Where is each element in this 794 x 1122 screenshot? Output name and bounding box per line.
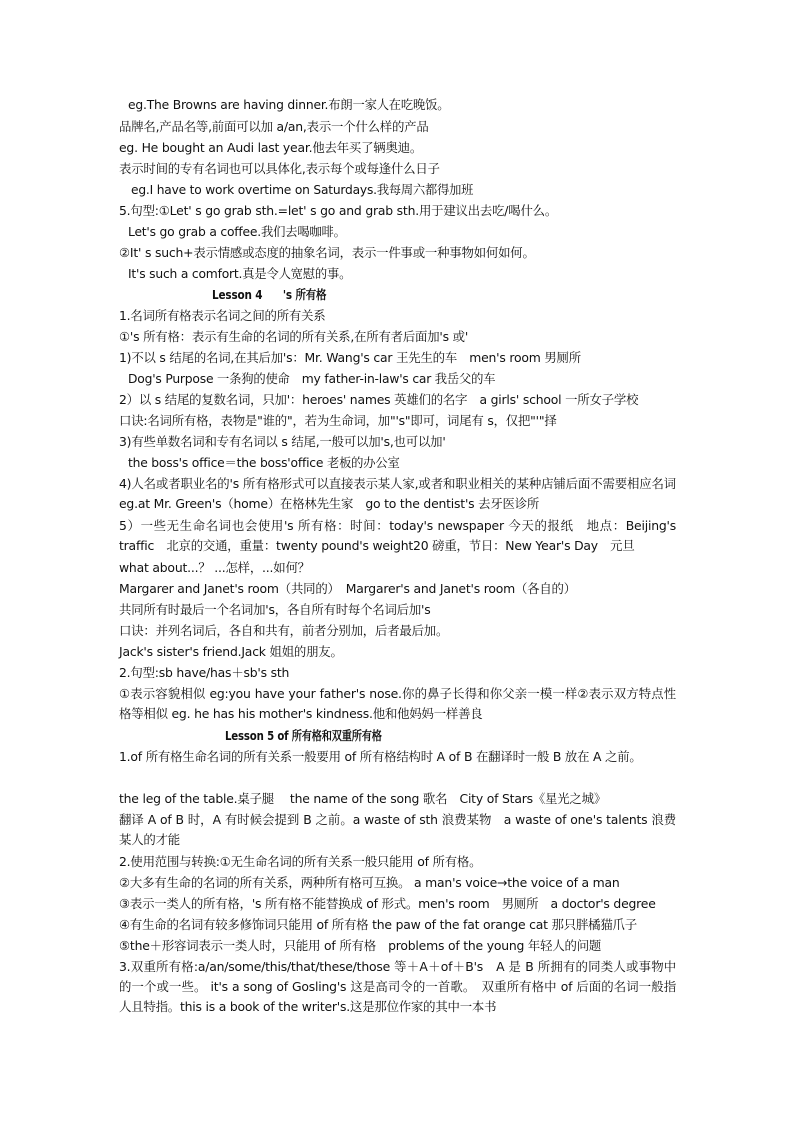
- text-paragraph: 5）一些无生命名词也会使用's 所有格：时间：today's newspaper 今天的报纸 地点：Beijing's traffic 北京的交通，重量：twenty pound's weight20 磅重，节日：New Year's Day 元旦: [119, 518, 676, 553]
- text-line: ②大多有生命的名词的所有关系，两种所有格可互换。 a man's voice→the voice of a man: [119, 875, 620, 890]
- text-line: 3)有些单数名词和专有名词以 s 结尾,一般可以加's,也可以加': [119, 434, 446, 449]
- text-paragraph: 1.of 所有格生命名词的所有关系一般要用 of 所有格结构时 A of B 在翻译时一般 B 放在 A 之前。: [119, 749, 642, 764]
- text-line: the leg of the table.桌子腿 the name of the song 歌名 City of Stars《星光之城》: [119, 791, 607, 806]
- text-line: 2.使用范围与转换:①无生命名词的所有关系一般只能用 of 所有格。: [119, 854, 482, 869]
- text-paragraph: 3.双重所有格:a/an/some/this/that/these/those 等＋A＋of＋B's A 是 B 所拥有的同类人或事物中的一个或一些。 it's a song of Gosling's 这是高司令的一首歌。 双重所有格中 of 后面的名词一般指人且特指。this is a book of the writer's.这是那位作家的其中一本书: [119, 959, 676, 1014]
- text-line: 口诀：并列名词后，各自和共有，前者分别加，后者最后加。: [119, 623, 449, 638]
- text-line: Margarer and Janet's room（共同的） Margarer's and Janet's room（各自的）: [119, 581, 576, 596]
- text-line: 表示时间的专有名词也可以具体化,表示每个或每逢什么日子: [119, 161, 440, 176]
- text-line: 1)不以 s 结尾的名词,在其后加's：Mr. Wang's car 王先生的车 men's room 男厕所: [119, 350, 581, 365]
- text-paragraph: ①表示容貌相似 eg:you have your father's nose.你的鼻子长得和你父亲一模一样②表示双方特点性格等相似 eg. he has his mother's kindness.他和他妈妈一样善良: [119, 686, 676, 721]
- text-line: ③表示一类人的所有格，'s 所有格不能替换成 of 形式。men's room 男厕所 a doctor's degree: [119, 896, 656, 911]
- text-line: It's such a comfort.真是令人宽慰的事。: [128, 266, 352, 281]
- text-line: ②It' s such+表示情感或态度的抽象名词，表示一件事或一种事物如何如何。: [119, 245, 535, 260]
- text-line: 2）以 s 结尾的复数名词，只加'：heroes' names 英雄们的名字 a girls' school 一所女子学校: [119, 392, 639, 407]
- text-line: ④有生命的名词有较多修饰词只能用 of 所有格 the paw of the fat orange cat 那只胖橘猫爪子: [119, 917, 637, 932]
- text-line: eg.I have to work overtime on Saturdays.我每周六都得加班: [131, 182, 474, 197]
- text-line: eg.The Browns are having dinner.布朗一家人在吃晚饭。: [128, 97, 450, 112]
- text-line: 5.句型:①Let' s go grab sth.=let' s go and grab sth.用于建议出去吃/喝什么。: [119, 203, 558, 218]
- text-line: what about...？ ...怎样，...如何？: [119, 560, 310, 575]
- text-paragraph: 4)人名或者职业名的's 所有格形式可以直接表示某人家,或者和职业相关的某种店铺后面不需要相应名词 eg.at Mr. Green's（home）在格林先生家 go to the dentist's 去牙医诊所: [119, 476, 689, 511]
- text-line: 口诀:名词所有格，表物是"谁的"，若为生命词，加"'s"即可，词尾有 s，仅把"'"择: [119, 413, 557, 428]
- text-line: Let's go grab a coffee.我们去喝咖啡。: [128, 224, 346, 239]
- text-line: eg. He bought an Audi last year.他去年买了辆奥迪。: [119, 140, 423, 155]
- text-line: 1.名词所有格表示名词之间的所有关系: [119, 308, 326, 323]
- text-line: the boss's office＝the boss'office 老板的办公室: [128, 455, 400, 470]
- text-line: ①'s 所有格：表示有生命的名词的所有关系,在所有者后面加's 或': [119, 329, 469, 344]
- text-line: 2.句型:sb have/has＋sb's sth: [119, 665, 290, 680]
- text-paragraph: 翻译 A of B 时，A 有时候会提到 B 之前。a waste of sth 浪费某物 a waste of one's talents 浪费某人的才能: [119, 812, 676, 847]
- text-line: Jack's sister's friend.Jack 姐姐的朋友。: [119, 644, 343, 659]
- text-line: 品牌名,产品名等,前面可以加 a/an,表示一个什么样的产品: [119, 119, 429, 134]
- lesson-4-heading: Lesson 4 's 所有格: [212, 287, 327, 302]
- text-line: Dog's Purpose 一条狗的使命 my father-in-law's car 我岳父的车: [128, 371, 496, 386]
- lesson-5-heading: Lesson 5 of 所有格和双重所有格: [225, 728, 382, 743]
- text-line: 共同所有时最后一个名词加's，各自所有时每个名词后加's: [119, 602, 431, 617]
- text-line: ⑤the＋形容词表示一类人时，只能用 of 所有格 problems of the young 年轻人的问题: [119, 938, 602, 953]
